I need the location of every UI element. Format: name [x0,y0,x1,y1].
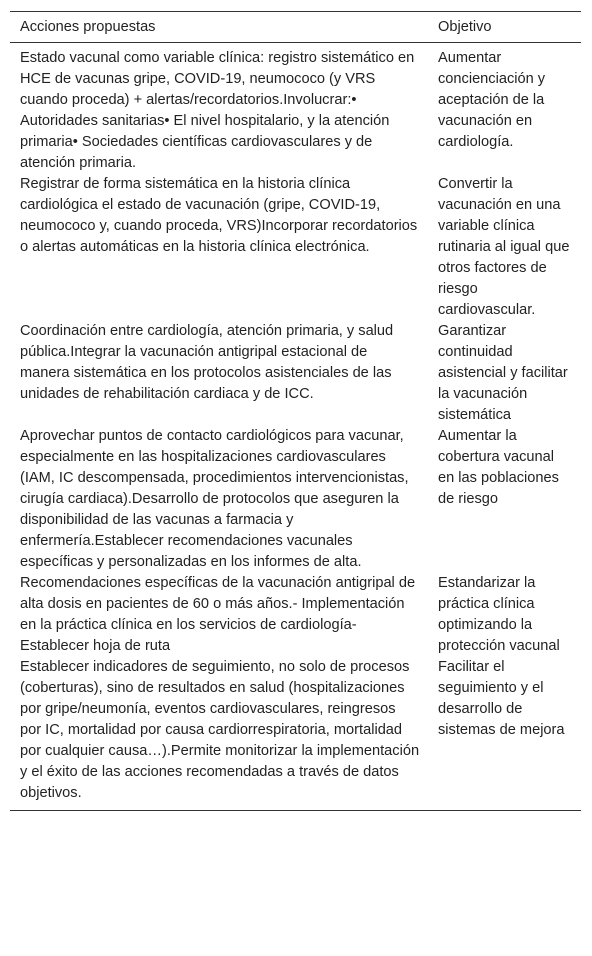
action-cell: Registrar de forma sistemática en la historia clínica cardiológica el estado de vacunación (gripe, COVID-19, neumococo y, cuando proceda, VRS)Incorporar recordatorios o alertas automáticas en la historia clínica electrónica. [20,176,418,255]
objective-cell: Estandarizar la práctica clínica optimizando la protección vacunal [438,575,560,654]
objective-cell: Aumentar concienciación y aceptación de la vacunación en cardiología. [438,50,546,150]
objective-cell: Aumentar la cobertura vacunal en las poblaciones de riesgo [438,428,559,507]
action-cell: Establecer indicadores de seguimiento, no solo de procesos (coberturas), sino de resultados en salud (hospitalizaciones por gripe/neumonía, eventos cardiovasculares, reingresos por IC, mortalidad por causa cardiorrespiratoria, mortalidad por cualquier causa…).Permite monitorizar la implementación y el éxito de las acciones recomendadas a través de datos objetivos. [20,659,420,801]
table-row [10,321,581,426]
action-cell: Aprovechar puntos de contacto cardiológicos para vacunar, especialmente en las hospitalizaciones cardiovasculares (IAM, IC descompensada, procedimientos intervencionistas, cirugía cardiaca).Desarrollo de protocolos que aseguren la disponibilidad de las vacunas a farmacia y enfermería.Establecer recomendaciones vacunales específicas y personalizadas en los informes de alta. [20,428,409,570]
table-row [10,657,581,811]
action-cell: Recomendaciones específicas de la vacunación antigripal de alta dosis en pacientes de 60 o más años.- Implementación en la práctica clínica en los servicios de cardiología- Establecer hoja de ruta [20,575,416,654]
table-row [10,43,581,175]
table-header [10,12,581,43]
objective-cell: Garantizar continuidad asistencial y facilitar la vacunación sistemática [438,323,568,423]
column-header-objective: Objetivo [438,19,492,35]
objective-cell: Facilitar el seguimiento y el desarrollo de sistemas de mejora [438,659,565,738]
action-cell: Estado vacunal como variable clínica: registro sistemático en HCE de vacunas gripe, COVID-19, neumococo (y VRS cuando proceda) + alertas/recordatorios.Involucrar:• Autoridades sanitarias• El nivel hospitalario, y la atención primaria• Sociedades científicas cardiovasculares y de atención primaria. [20,50,415,171]
table-row [10,174,581,321]
header-row [10,12,581,43]
table-row [10,426,581,573]
table-row [10,573,581,657]
column-header-actions: Acciones propuestas [20,19,156,35]
actions-table [10,11,581,811]
objective-cell: Convertir la vacunación en una variable clínica rutinaria al igual que otros factores de riesgo cardiovascular. [438,176,570,318]
actions-table-container [10,11,581,811]
table-body [10,43,581,811]
action-cell: Coordinación entre cardiología, atención primaria, y salud pública.Integrar la vacunación antigripal estacional de manera sistemática en los protocolos asistenciales de las unidades de rehabilitación cardiaca y de ICC. [20,323,394,402]
